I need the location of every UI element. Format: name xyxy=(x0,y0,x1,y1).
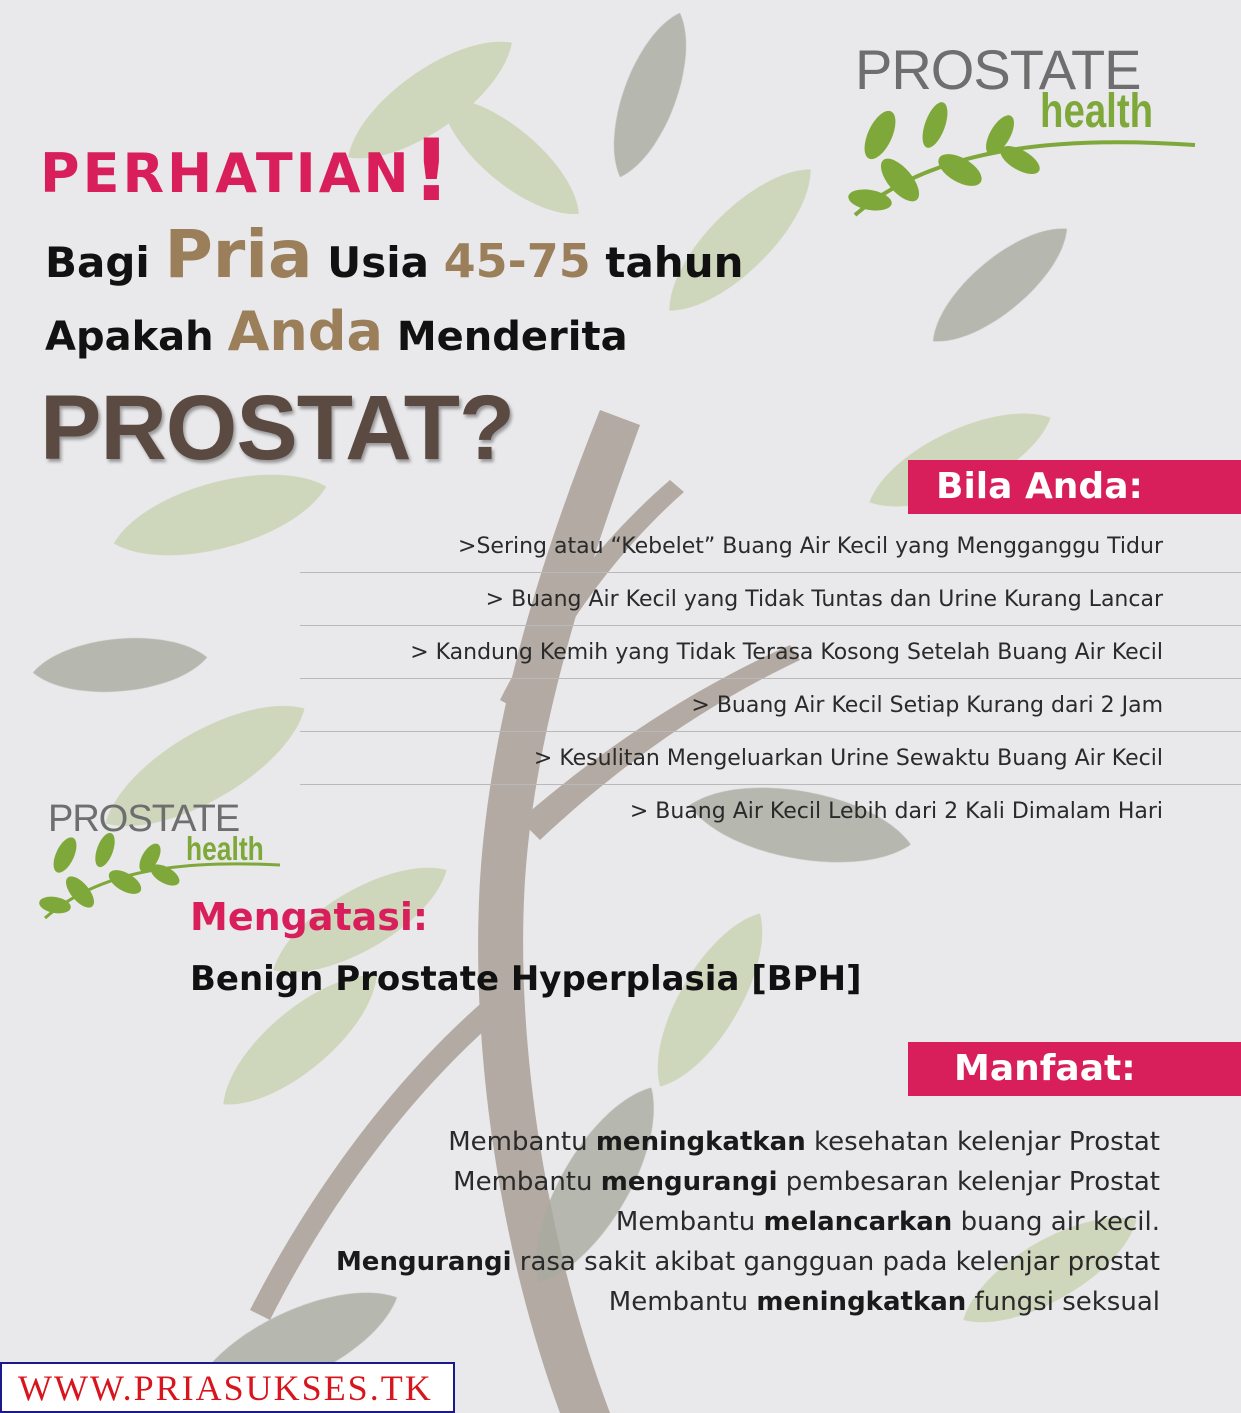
logo-prostate-text: PROSTATE xyxy=(855,38,1141,101)
symptom-item: > Kesulitan Mengeluarkan Urine Sewaktu Buang Air Kecil xyxy=(300,732,1241,785)
manfaat-heading: Manfaat: xyxy=(908,1042,1241,1096)
benefit-keyword: Mengurangi xyxy=(335,1247,512,1277)
benefit-keyword: melancarkan xyxy=(763,1207,953,1237)
benefit-item xyxy=(200,1282,1160,1322)
symptom-list xyxy=(300,520,1241,838)
benefit-item xyxy=(200,1242,1160,1282)
headline-line-2 xyxy=(45,300,628,363)
benefit-text: rasa sakit akibat gangguan pada kelenjar prostat xyxy=(511,1247,1160,1277)
benefit-text: Membantu xyxy=(448,1127,596,1157)
benefit-keyword: meningkatkan xyxy=(756,1287,967,1317)
benefit-list xyxy=(200,1122,1160,1322)
benefit-text: Membantu xyxy=(608,1287,757,1317)
logo-health-text: health xyxy=(1040,85,1154,138)
benefit-item xyxy=(200,1162,1160,1202)
benefit-text: kesehatan kelenjar Prostat xyxy=(805,1127,1160,1157)
mengatasi-label: Mengatasi: xyxy=(190,895,429,939)
logo-small-health-text: health xyxy=(186,830,264,867)
headline-prostat: PROSTAT? xyxy=(40,377,515,479)
headline-text: Menderita xyxy=(382,314,628,360)
symptom-item: > Buang Air Kecil Lebih dari 2 Kali Dimalam Hari xyxy=(629,799,1163,824)
symptom-item: > Buang Air Kecil Setiap Kurang dari 2 Jam xyxy=(300,679,1241,732)
website-link[interactable]: WWW.PRIASUKSES.TK xyxy=(0,1362,455,1413)
benefit-keyword: mengurangi xyxy=(600,1167,778,1197)
benefit-text: Membantu xyxy=(615,1207,764,1237)
headline-perhatian xyxy=(40,120,454,221)
benefit-item xyxy=(200,1202,1160,1242)
headline-age-range: 45-75 xyxy=(443,234,591,288)
symptom-item: > Buang Air Kecil yang Tidak Tuntas dan Urine Kurang Lancar xyxy=(300,573,1241,626)
symptom-item: > Kandung Kemih yang Tidak Terasa Kosong Setelah Buang Air Kecil xyxy=(300,626,1241,679)
benefit-text: pembesaran kelenjar Prostat xyxy=(777,1167,1160,1197)
logo-small-prostate-text: PROSTATE xyxy=(48,798,240,840)
benefit-text: buang air kecil. xyxy=(952,1207,1160,1237)
headline-emphasis: Anda xyxy=(227,300,383,363)
headline-emphasis: Pria xyxy=(164,216,313,293)
benefit-item xyxy=(200,1122,1160,1162)
perhatian-word: PERHATIAN xyxy=(40,142,412,205)
benefit-text: Membantu xyxy=(453,1167,601,1197)
headline-text: Bagi xyxy=(45,238,165,287)
headline-text: Usia xyxy=(312,238,444,287)
headline-line-1 xyxy=(45,216,744,293)
headline-text: Apakah xyxy=(45,314,228,360)
bila-anda-heading: Bila Anda: xyxy=(908,460,1241,514)
headline-text: tahun xyxy=(590,238,744,287)
exclamation-mark: ! xyxy=(411,121,454,221)
benefit-text: fungsi seksual xyxy=(966,1287,1160,1317)
condition-name: Benign Prostate Hyperplasia [BPH] xyxy=(190,959,862,999)
symptom-item: >Sering atau “Kebelet” Buang Air Kecil yang Mengganggu Tidur xyxy=(300,520,1241,573)
benefit-keyword: meningkatkan xyxy=(595,1127,806,1157)
